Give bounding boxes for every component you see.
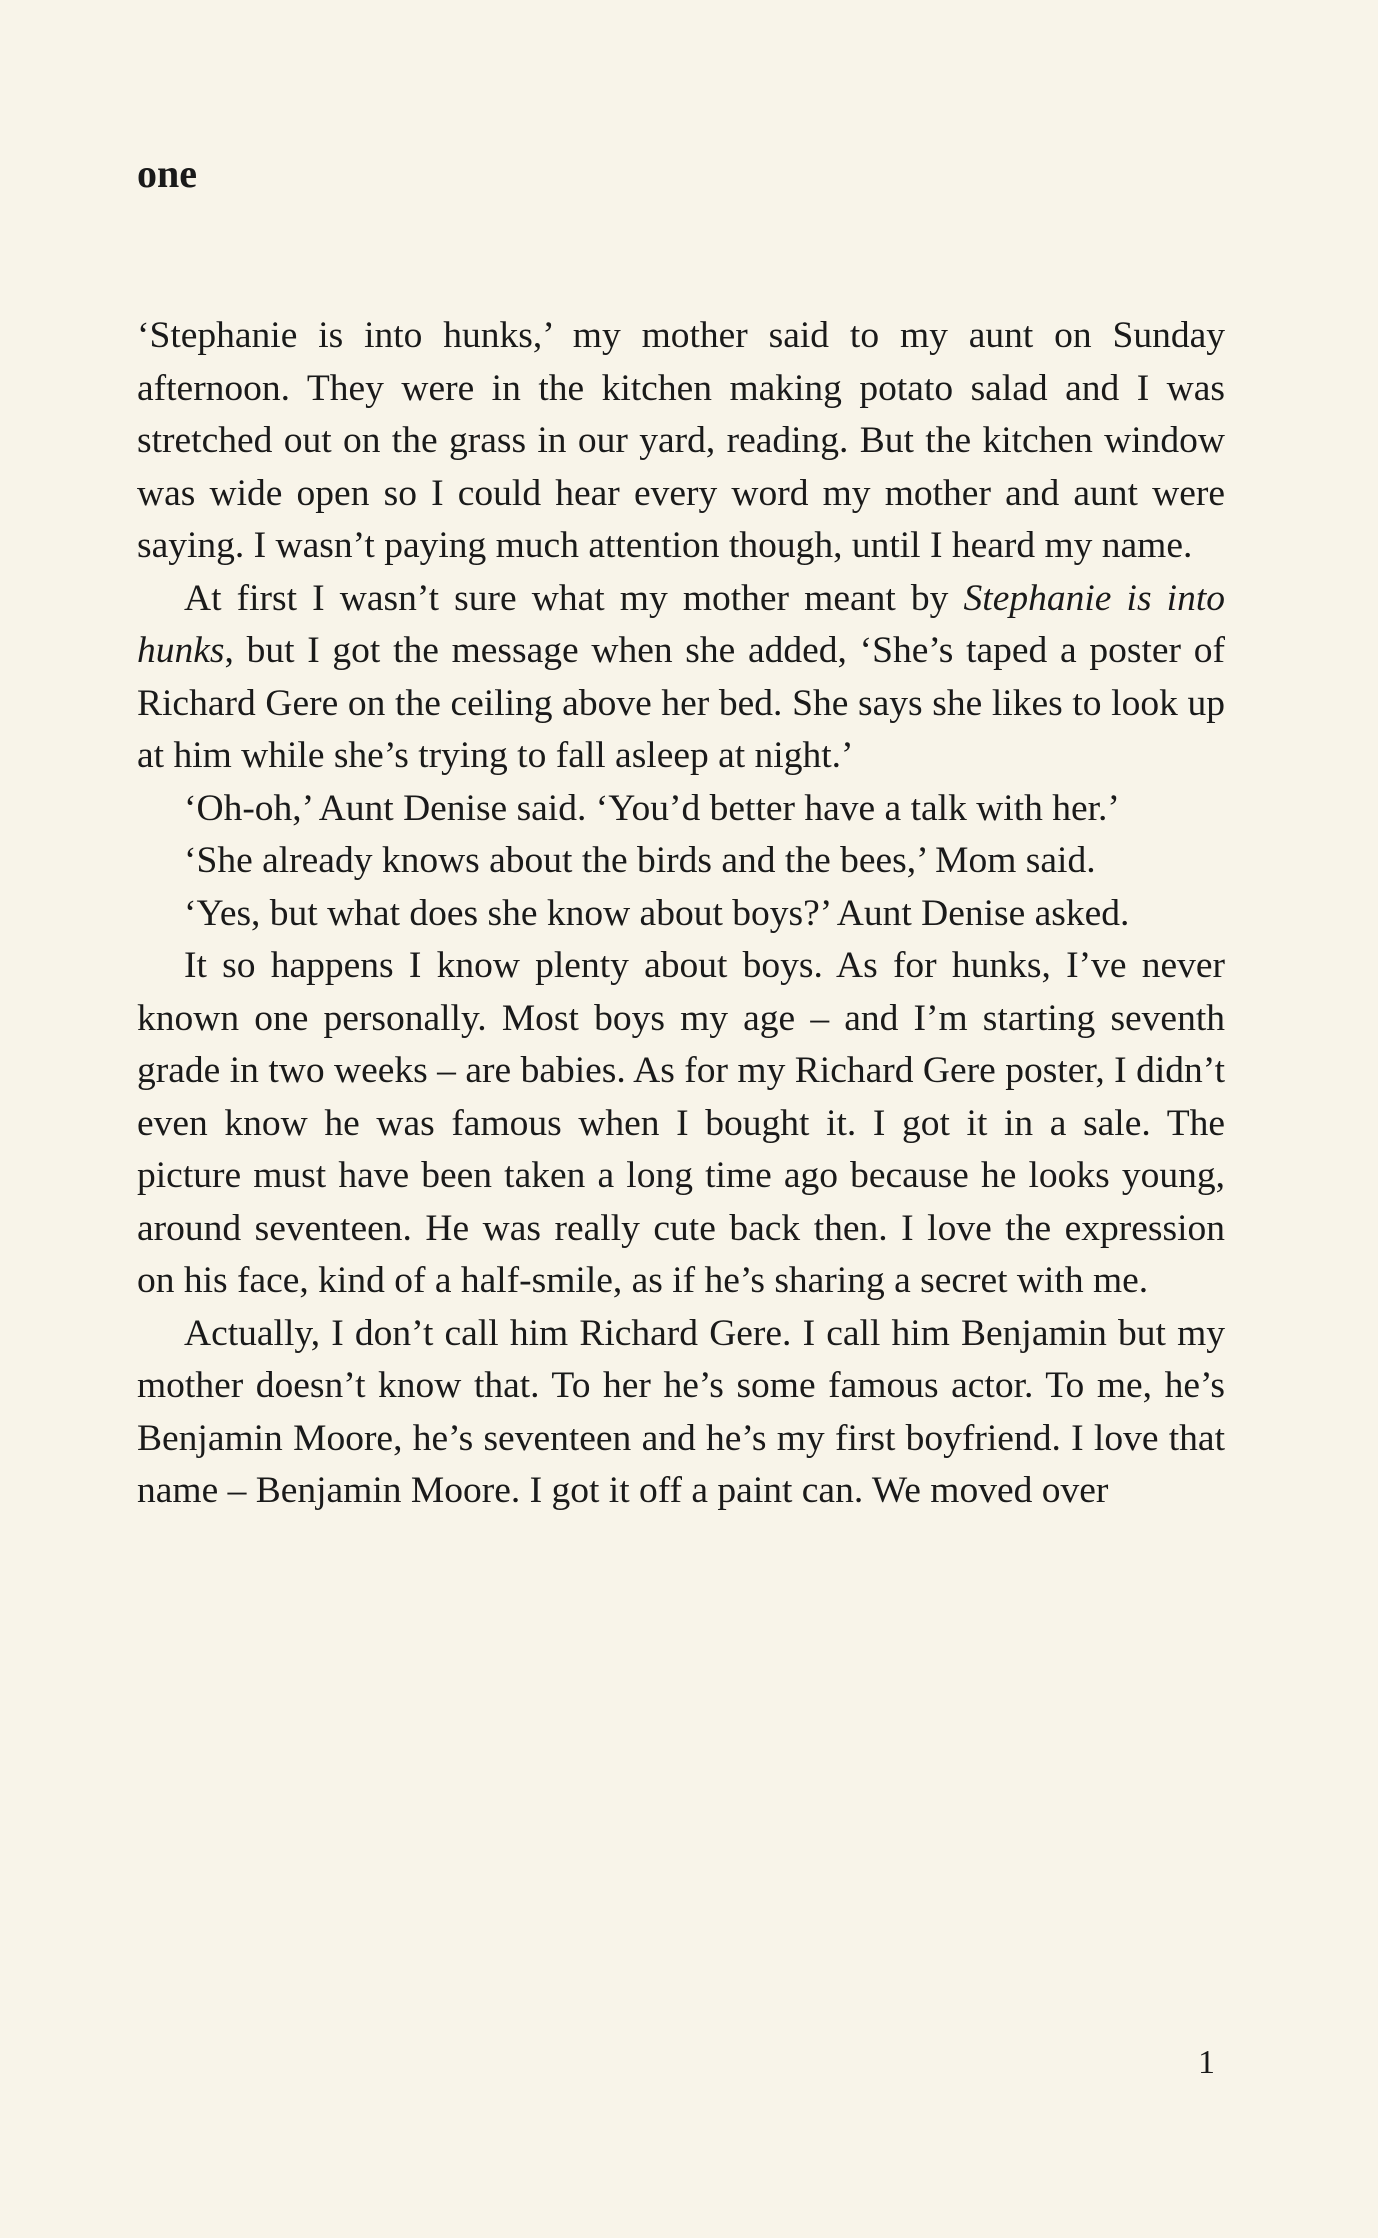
paragraph-7 xyxy=(137,1308,1225,1518)
paragraph-5 xyxy=(137,888,1225,941)
text-span: Actually, I don’t call him Richard Gere. I call him Benjamin but my mother doesn’t know that. To her he’s some famous actor. To me, he’s Benjamin Moore, he’s seventeen and he’s my first boyfriend. I love that name – Benjamin Moore. I got it off a paint can. We moved over xyxy=(137,1312,1225,1511)
text-span: , but I got the message when she added, ‘She’s taped a poster of Richard Gere on the ceiling above her bed. She says she likes to look up at him while she’s trying to fall asleep at night.’ xyxy=(137,630,1225,776)
text-span: At first I wasn’t sure what my mother meant by xyxy=(184,577,964,619)
page-number: 1 xyxy=(1198,2044,1215,2081)
paragraph-6 xyxy=(137,940,1225,1308)
text-span: ‘Stephanie is into hunks,’ my mother said to my aunt on Sunday afternoon. They were in the kitchen making potato salad and I was stretched out on the grass in our yard, reading. But the kitchen window was wide open so I could hear every word my mother and aunt were saying. I wasn’t paying much attention though, until I heard my name. xyxy=(137,315,1225,566)
text-span: ‘Yes, but what does she know about boys?’ Aunt Denise asked. xyxy=(184,892,1130,934)
text-span: ‘She already knows about the birds and the bees,’ Mom said. xyxy=(184,840,1096,881)
chapter-title: one xyxy=(137,151,197,196)
text-span: ‘Oh-oh,’ Aunt Denise said. ‘You’d better have a talk with her.’ xyxy=(184,787,1120,829)
paragraph-4 xyxy=(137,835,1225,888)
paragraph-2 xyxy=(137,573,1225,783)
text-span: It so happens I know plenty about boys. As for hunks, I’ve never known one personally. Most boys my age – and I’m starting seventh grade in two weeks – are babies. As for my Richard Gere poster, I didn’t even know he was famous when I bought it. I got it in a sale. The picture must have been taken a long time ago because he looks young, around seventeen. He was really cute back then. I love the expression on his face, kind of a half-smile, as if he’s sharing a secret with me. xyxy=(137,945,1225,1301)
paragraph-1 xyxy=(137,310,1225,573)
paragraph-3 xyxy=(137,783,1225,836)
italic-phrase: Stephanie is into hunks xyxy=(137,577,1225,671)
body-text xyxy=(137,310,1225,1518)
